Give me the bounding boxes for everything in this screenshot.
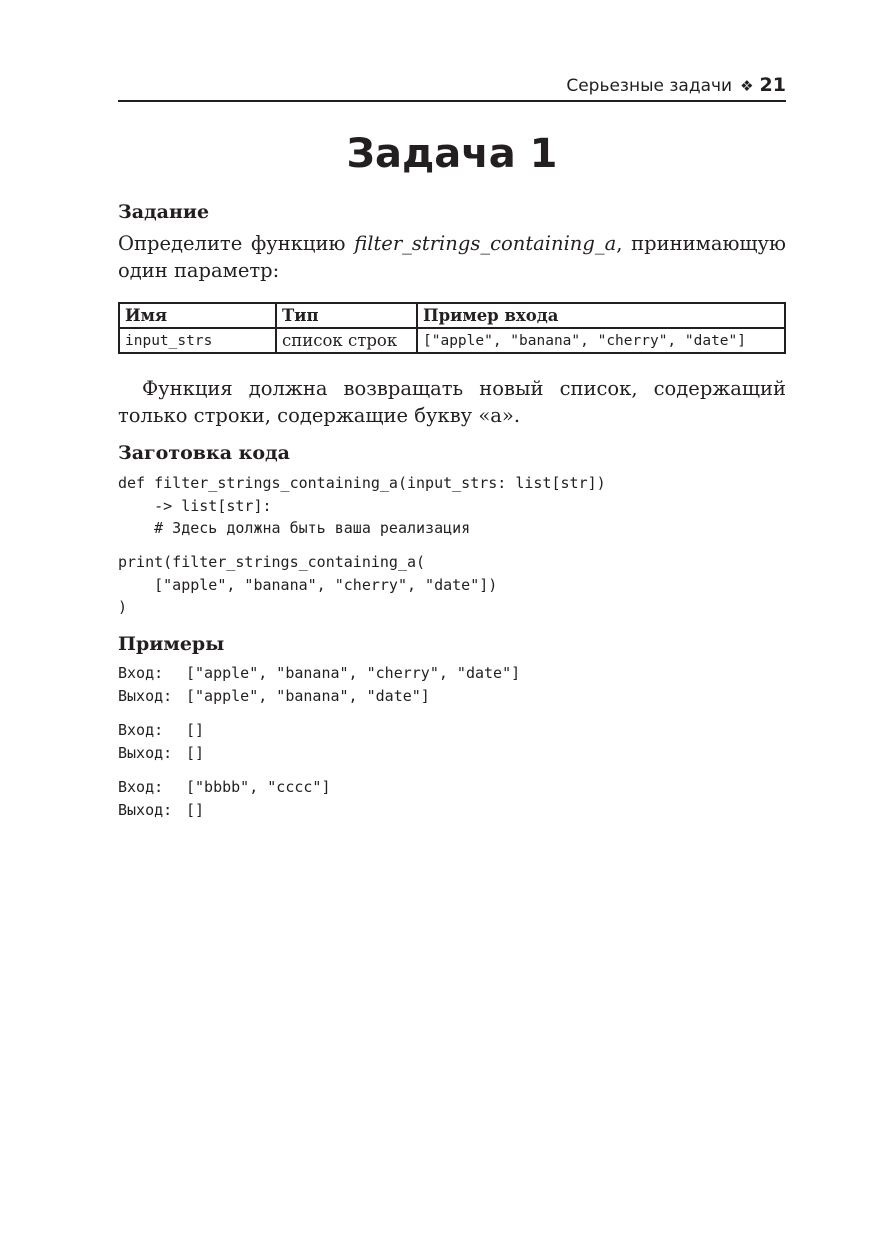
example-item <box>118 662 520 707</box>
example-output: [] <box>186 743 205 762</box>
input-label: Вход: <box>118 664 164 682</box>
example-input: [] <box>186 721 205 739</box>
function-name: filter_strings_containing_a <box>354 232 617 255</box>
task-intro: Определите функцию filter_strings_containing_a, принимающую один параметр: <box>118 232 786 282</box>
code-template-heading: Заготовка кода <box>118 442 290 464</box>
table-header-cell: Имя <box>119 303 276 328</box>
table-header-cell: Тип <box>276 303 417 328</box>
page-title: Задача 1 <box>346 131 558 177</box>
table-row <box>119 328 785 353</box>
input-label: Вход: <box>118 778 164 796</box>
examples-heading: Примеры <box>118 633 225 655</box>
function-description: Функция должна возвращать новый список, содержащий только строки, содержащие букву «а». <box>118 377 786 427</box>
example-output: ["apple", "banana", "date"] <box>186 686 430 705</box>
example-item <box>118 719 204 764</box>
parameters-table <box>118 302 786 354</box>
output-label: Выход: <box>118 686 173 705</box>
table-cell: ["apple", "banana", "cherry", "date"] <box>417 328 785 353</box>
table-cell: список строк <box>276 328 417 353</box>
example-output: [] <box>186 800 205 819</box>
output-label: Выход: <box>118 800 173 819</box>
code-block: print(filter_strings_containing_a( ["apple", "banana", "cherry", "date"]) ) <box>118 553 498 616</box>
running-head <box>118 74 786 98</box>
page-number: 21 <box>759 74 786 96</box>
example-input: ["bbbb", "cccc"] <box>186 778 331 796</box>
example-item <box>118 776 331 821</box>
input-label: Вход: <box>118 721 164 739</box>
table-header-row <box>119 303 785 328</box>
table-header-cell: Пример входа <box>417 303 785 328</box>
output-label: Выход: <box>118 743 173 762</box>
ornament-icon: ❖ <box>740 77 754 95</box>
task-heading: Задание <box>118 201 210 223</box>
example-input: ["apple", "banana", "cherry", "date"] <box>186 664 521 682</box>
table-cell: input_strs <box>119 328 276 353</box>
section-title: Серьезные задачи <box>566 76 733 96</box>
header-rule <box>118 100 786 102</box>
code-block: def filter_strings_containing_a(input_strs: list[str]) -> list[str]: # Здесь должна быть ваша реализация <box>118 474 606 537</box>
